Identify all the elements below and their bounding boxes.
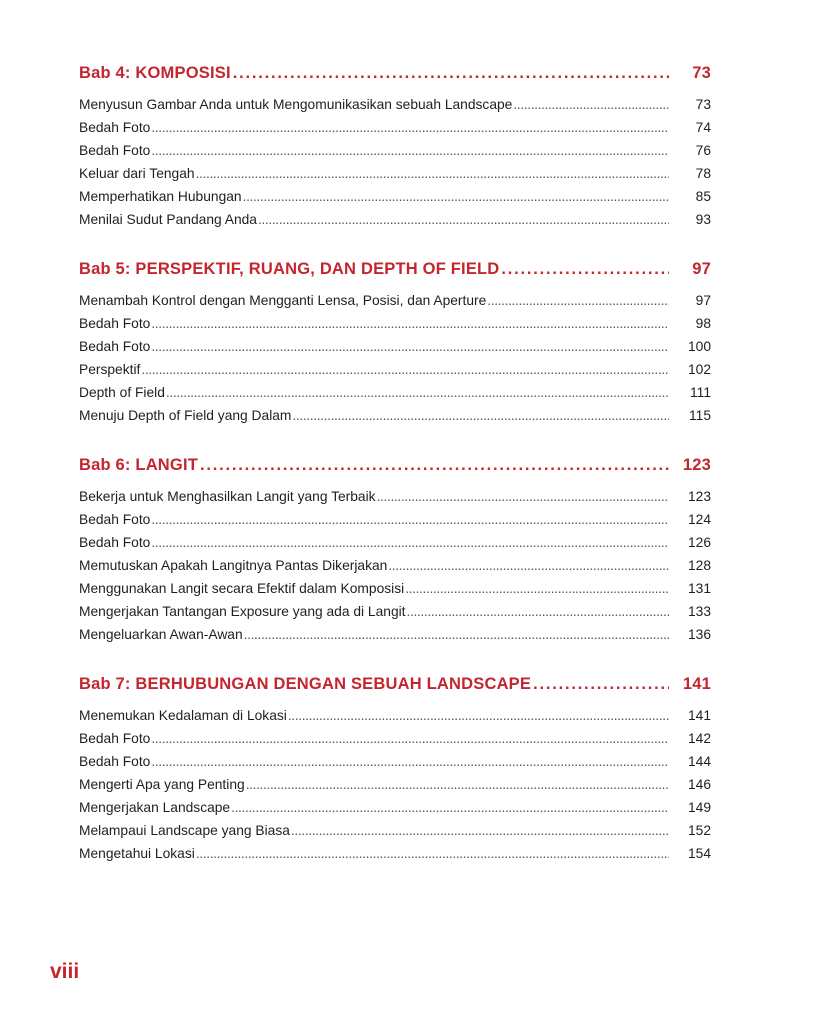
toc-entry[interactable] bbox=[79, 120, 711, 143]
chapter-title: Bab 7: BERHUBUNGAN DENGAN SEBUAH LANDSCAPE bbox=[79, 675, 532, 693]
entry-label: Bedah Foto bbox=[79, 512, 151, 527]
dot-leader bbox=[258, 212, 669, 227]
dot-leader bbox=[196, 846, 669, 861]
entry-label: Menyusun Gambar Anda untuk Mengomunikasikan sebuah Landscape bbox=[79, 97, 513, 112]
toc-entry[interactable] bbox=[79, 293, 711, 316]
entry-page-number: 85 bbox=[695, 189, 711, 204]
entry-label: Depth of Field bbox=[79, 385, 165, 400]
entry-page-number: 76 bbox=[695, 143, 711, 158]
entry-label: Menemukan Kedalaman di Lokasi bbox=[79, 708, 287, 723]
entry-label: Bekerja untuk Menghasilkan Langit yang Terbaik bbox=[79, 489, 376, 504]
entry-page-number: 136 bbox=[687, 627, 711, 642]
chapter-page-number: 141 bbox=[682, 675, 711, 693]
entry-page-number: 74 bbox=[695, 120, 711, 135]
entry-page-number: 142 bbox=[687, 731, 711, 746]
toc-entry[interactable] bbox=[79, 143, 711, 166]
dot-leader bbox=[533, 675, 669, 694]
dot-leader bbox=[151, 120, 669, 135]
entry-page-number: 144 bbox=[687, 754, 711, 769]
chapter-section bbox=[79, 456, 711, 650]
dot-leader bbox=[151, 731, 669, 746]
dot-leader bbox=[166, 385, 669, 400]
entry-label: Menggunakan Langit secara Efektif dalam Komposisi bbox=[79, 581, 405, 596]
toc-entry[interactable] bbox=[79, 212, 711, 235]
entry-page-number: 152 bbox=[687, 823, 711, 838]
chapter-heading[interactable] bbox=[79, 456, 711, 486]
chapter-title: Bab 5: PERSPEKTIF, RUANG, DAN DEPTH OF FIELD bbox=[79, 260, 500, 278]
toc-entry[interactable] bbox=[79, 535, 711, 558]
entry-page-number: 149 bbox=[687, 800, 711, 815]
entry-label: Menambah Kontrol dengan Mengganti Lensa, Posisi, dan Aperture bbox=[79, 293, 487, 308]
chapter-heading[interactable] bbox=[79, 260, 711, 290]
entry-page-number: 133 bbox=[687, 604, 711, 619]
toc-entry[interactable] bbox=[79, 189, 711, 212]
chapter-heading[interactable] bbox=[79, 64, 711, 94]
entry-label: Mengetahui Lokasi bbox=[79, 846, 195, 861]
dot-leader bbox=[291, 823, 669, 838]
entry-label: Perspektif bbox=[79, 362, 141, 377]
entry-page-number: 97 bbox=[695, 293, 711, 308]
chapter-page-number: 123 bbox=[682, 456, 711, 474]
toc-entry[interactable] bbox=[79, 512, 711, 535]
entry-page-number: 124 bbox=[687, 512, 711, 527]
chapter-title: Bab 6: LANGIT bbox=[79, 456, 199, 474]
entry-page-number: 115 bbox=[689, 408, 711, 423]
entry-label: Mengerjakan Landscape bbox=[79, 800, 231, 815]
dot-leader bbox=[196, 166, 669, 181]
dot-leader bbox=[151, 512, 669, 527]
entry-label: Bedah Foto bbox=[79, 120, 151, 135]
entry-label: Melampaui Landscape yang Biasa bbox=[79, 823, 290, 838]
toc-entry[interactable] bbox=[79, 339, 711, 362]
toc-entry[interactable] bbox=[79, 166, 711, 189]
toc-entry[interactable] bbox=[79, 823, 711, 846]
chapter-heading[interactable] bbox=[79, 675, 711, 705]
entry-label: Mengerti Apa yang Penting bbox=[79, 777, 245, 792]
toc-entry[interactable] bbox=[79, 558, 711, 581]
entry-page-number: 123 bbox=[687, 489, 711, 504]
entry-label: Bedah Foto bbox=[79, 316, 151, 331]
dot-leader bbox=[200, 456, 669, 475]
toc-entry[interactable] bbox=[79, 316, 711, 339]
entry-label: Bedah Foto bbox=[79, 143, 151, 158]
dot-leader bbox=[501, 260, 669, 279]
dot-leader bbox=[151, 754, 669, 769]
dot-leader bbox=[487, 293, 669, 308]
dot-leader bbox=[243, 189, 669, 204]
toc-entry[interactable] bbox=[79, 731, 711, 754]
dot-leader bbox=[151, 143, 669, 158]
entry-page-number: 93 bbox=[695, 212, 711, 227]
page-folio-number: viii bbox=[50, 960, 80, 983]
entry-page-number: 128 bbox=[687, 558, 711, 573]
toc-entry[interactable] bbox=[79, 362, 711, 385]
entry-label: Menilai Sudut Pandang Anda bbox=[79, 212, 257, 227]
entry-label: Menuju Depth of Field yang Dalam bbox=[79, 408, 292, 423]
chapter-section bbox=[79, 64, 711, 235]
dot-leader bbox=[405, 581, 669, 596]
toc-entry[interactable] bbox=[79, 97, 711, 120]
entry-label: Memutuskan Apakah Langitnya Pantas Dikerjakan bbox=[79, 558, 388, 573]
dot-leader bbox=[141, 362, 669, 377]
chapter-section bbox=[79, 260, 711, 431]
dot-leader bbox=[233, 64, 669, 83]
dot-leader bbox=[246, 777, 669, 792]
dot-leader bbox=[151, 535, 669, 550]
toc-entry[interactable] bbox=[79, 408, 711, 431]
entry-label: Bedah Foto bbox=[79, 339, 151, 354]
toc-entry[interactable] bbox=[79, 777, 711, 800]
chapter-title: Bab 4: KOMPOSISI bbox=[79, 64, 231, 82]
toc-entry[interactable] bbox=[79, 754, 711, 777]
toc-entry[interactable] bbox=[79, 581, 711, 604]
toc-entry[interactable] bbox=[79, 385, 711, 408]
chapter-page-number: 97 bbox=[692, 260, 711, 278]
entry-label: Mengeluarkan Awan-Awan bbox=[79, 627, 243, 642]
toc-entry[interactable] bbox=[79, 708, 711, 731]
entry-label: Keluar dari Tengah bbox=[79, 166, 195, 181]
entry-page-number: 141 bbox=[687, 708, 711, 723]
chapter-page-number: 73 bbox=[692, 64, 711, 82]
toc-entry[interactable] bbox=[79, 604, 711, 627]
dot-leader bbox=[292, 408, 669, 423]
dot-leader bbox=[288, 708, 669, 723]
entry-page-number: 111 bbox=[690, 385, 711, 400]
entry-page-number: 98 bbox=[695, 316, 711, 331]
entry-label: Bedah Foto bbox=[79, 731, 151, 746]
dot-leader bbox=[377, 489, 669, 504]
dot-leader bbox=[388, 558, 669, 573]
entry-label: Bedah Foto bbox=[79, 535, 151, 550]
entry-page-number: 102 bbox=[687, 362, 711, 377]
dot-leader bbox=[151, 316, 669, 331]
toc-entry[interactable] bbox=[79, 800, 711, 823]
entry-page-number: 146 bbox=[687, 777, 711, 792]
entry-label: Memperhatikan Hubungan bbox=[79, 189, 242, 204]
dot-leader bbox=[407, 604, 669, 619]
entry-label: Mengerjakan Tantangan Exposure yang ada di Langit bbox=[79, 604, 406, 619]
entry-label: Bedah Foto bbox=[79, 754, 151, 769]
toc-entry[interactable] bbox=[79, 489, 711, 512]
dot-leader bbox=[151, 339, 669, 354]
dot-leader bbox=[513, 97, 669, 112]
dot-leader bbox=[231, 800, 669, 815]
table-of-contents bbox=[79, 64, 711, 894]
chapter-section bbox=[79, 675, 711, 869]
entry-page-number: 73 bbox=[695, 97, 711, 112]
entry-page-number: 154 bbox=[687, 846, 711, 861]
dot-leader bbox=[244, 627, 669, 642]
toc-entry[interactable] bbox=[79, 627, 711, 650]
entry-page-number: 131 bbox=[687, 581, 711, 596]
entry-page-number: 100 bbox=[687, 339, 711, 354]
entry-page-number: 126 bbox=[687, 535, 711, 550]
entry-page-number: 78 bbox=[695, 166, 711, 181]
toc-entry[interactable] bbox=[79, 846, 711, 869]
